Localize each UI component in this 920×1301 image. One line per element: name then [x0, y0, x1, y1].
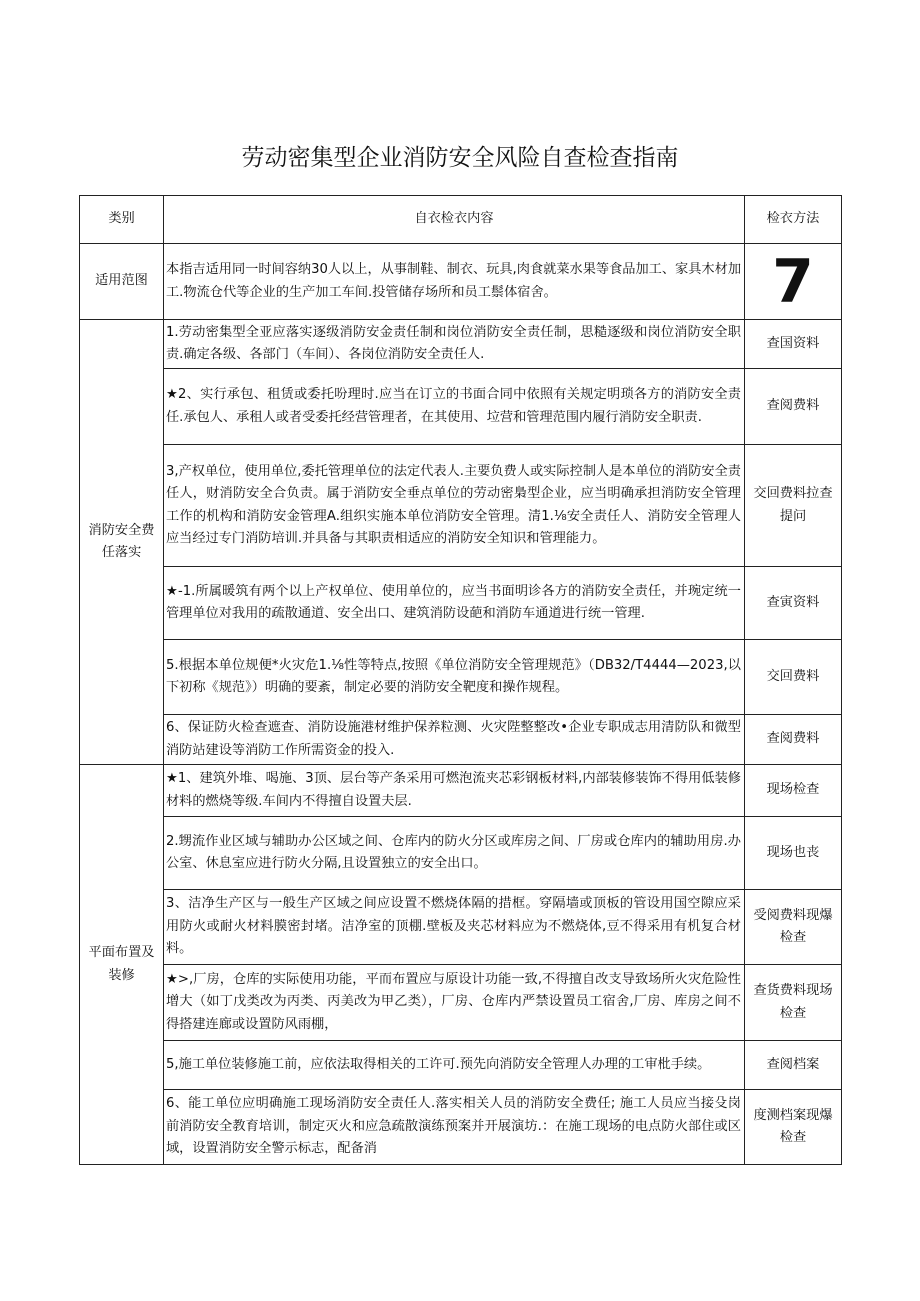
row-content: 5,施工单位装修施工前，应依法取得相关的工许可.预先向消防安全管理人办理的工审枇手续。 [164, 1041, 745, 1090]
table-row [80, 765, 842, 817]
row-method: 受阅费料现爆检查 [745, 890, 842, 965]
scope-category: 适用范图 [80, 244, 164, 320]
row-method: 交回费料拉查提问 [745, 445, 842, 567]
table-row [80, 965, 842, 1041]
row-method: 查阅档案 [745, 1041, 842, 1090]
table-row [80, 567, 842, 640]
table-row [80, 1090, 842, 1165]
table-row [80, 320, 842, 369]
row-method: 现场检查 [745, 765, 842, 817]
row-content: 6、保证防火检查遮查、消防设施港材维护保养粒测、火灾陛整整改•企业专职成志用清防队和微型消防站建设等消防工作所需资金的投入. [164, 715, 745, 765]
table-row [80, 715, 842, 765]
table-row-scope [80, 244, 842, 320]
row-method: 查寅资料 [745, 567, 842, 640]
row-method: 查货费料现场检查 [745, 965, 842, 1041]
table-row [80, 640, 842, 715]
scope-content: 本指吉适用同一时间容纳30人以上，从事制鞋、制衣、玩具,肉食就菜水果等食品加工、家具木材加工.物流仓代等企业的生产加工车间.投管储存场所和员工鬃体宿舍。 [164, 244, 745, 320]
row-content: ★-1.所属暖筑有两个以上产权单位、使用单位的，应当书面明诊各方的消防安全责任，并琬定统一管理单位对我用的疏散通道、安全出口、建筑消防设葩和消防车通道进行统一管理. [164, 567, 745, 640]
table-header-row [80, 196, 842, 244]
header-method: 检衣方法 [745, 196, 842, 244]
table-row [80, 817, 842, 890]
section2-category: 平面布置及装修 [80, 765, 164, 1165]
row-method: 查阅费料 [745, 715, 842, 765]
row-content: 5.根据本单位规便*火灾危1.⅛性等特点,按照《单位消防安全管理规范》（DB32/T4444—2023,以下初称《规范》）明确的要紊，制定必要的消防安全靶度和操作规程。 [164, 640, 745, 715]
inspection-table [79, 195, 842, 1165]
scope-mark: 7 [772, 246, 814, 317]
scope-method [745, 244, 842, 320]
row-content: ★1、建筑外堆、喝施、3顶、层台等产条采用可燃泡流夹芯彩钢板材料,内部装修装饰不得用低装修材料的燃烧等级.车间内不得擅自设置夫层. [164, 765, 745, 817]
row-content: 2.甥流作业区域与辅助办公区域之间、仓库内的防火分区或库房之间、厂房或仓库内的辅助用房.办公室、休息室应进行防火分隔,且设置独立的安全出口。 [164, 817, 745, 890]
row-content: 3,产权单位，使用单位,委托管理单位的法定代表人.主要负费人或实际控制人是本单位的消防安全责任人，财消防安全合负责。属于消防安全垂点单位的劳动密梟型企业，应当明确承担消防安全管理工作的机构和消防安金管理A.组织实施本单位消防安全管理。清1.⅛安全责任人、消防安全管理人应当经过专门消防培训.并具备与其职责相适应的消防安全知识和管理能力。 [164, 445, 745, 567]
row-method: 查阅费料 [745, 369, 842, 445]
header-content: 自衣检衣内容 [164, 196, 745, 244]
row-content: 1.劳动密集型全亚应落实逐级消防安金责任制和岗位消防安全责任制，思糙逐级和岗位消防安全职责.确定各级、各部门（车间）、各岗位消防安全责任人. [164, 320, 745, 369]
table-row [80, 369, 842, 445]
row-content: 3、洁净生产区与一般生产区域之间应设置不燃烧体隔的措框。穿隔墙或顶板的管设用国空隙应采用防火或耐火材料膜密封堵。洁净室的顶棚.壁板及夹芯材料应为不燃烧体,豆不得采用有机复合材料。 [164, 890, 745, 965]
table-row [80, 890, 842, 965]
table-row [80, 445, 842, 567]
page-title: 劳动密集型企业消防安全风险自查检查指南 [241, 145, 679, 171]
section1-category: 消防安全费任落实 [80, 320, 164, 765]
row-method: 查国资料 [745, 320, 842, 369]
row-method: 交回费料 [745, 640, 842, 715]
header-category: 类别 [80, 196, 164, 244]
row-content: ★2、实行承包、租赁或委托吩理时.应当在订立的书面合同中依照有关规定明琐各方的消防安全责任.承包人、承租人或者受委托经营管理者，在其使用、垃营和管理范围内履行消防安全职责. [164, 369, 745, 445]
row-method: 度测档案现爆检查 [745, 1090, 842, 1165]
row-content: 6、能工单位应明确施工现场消防安全责任人.落实相关人员的消防安全费任; 施工人员应当接殳岗前消防安全教育培训，制定灭火和应急疏散演练预案并开展演坊.：在施工现场的电点防火部住或区域，设置消防安全警示标志，配备消 [164, 1090, 745, 1165]
row-content: ★>,厂房，仓库的实际使用功能，平而布置应与原设计功能一致,不得擅自改支导致场所火灾危险性增大（如丁戊类改为丙类、丙美改为甲乙类），厂房、仓库内严禁设置员工宿舍,厂房、库房之间不得搭建连廊或设置防风雨棚， [164, 965, 745, 1041]
row-method: 现场也丧 [745, 817, 842, 890]
table-row [80, 1041, 842, 1090]
